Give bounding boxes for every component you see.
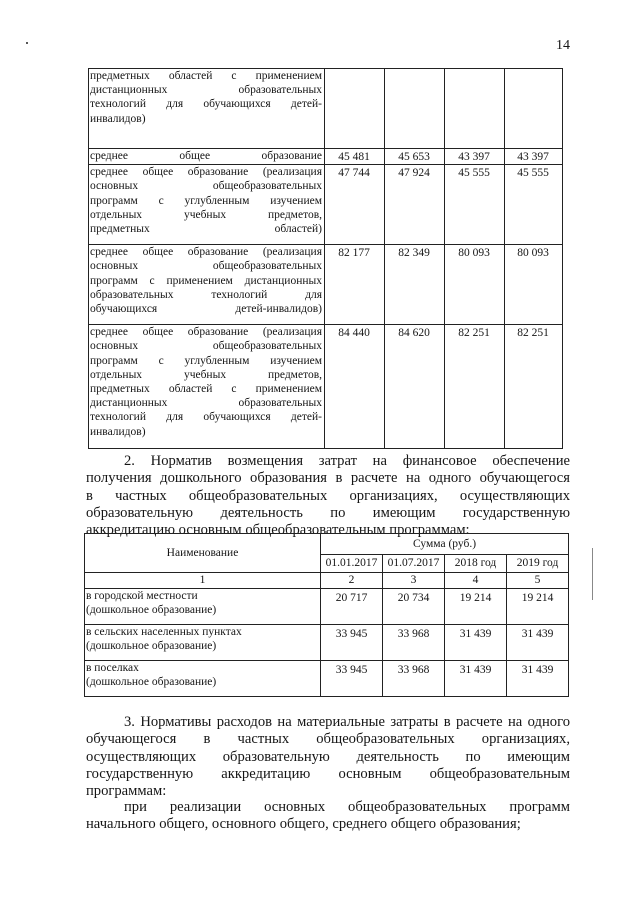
paragraph-3-item (86, 799, 570, 834)
column-number: 1 (85, 573, 321, 589)
description-line: среднее общее образование (реализация (90, 166, 322, 179)
paragraph-line: аккредитацию основным общеобразовательным программам: (86, 522, 470, 539)
row-description (85, 625, 321, 661)
period-header: 2019 год (507, 555, 569, 573)
value-cell: 33 945 (321, 661, 383, 697)
description-line: обучающихся детей-инвалидов) (90, 303, 322, 316)
page-number: 14 (556, 38, 570, 53)
row-description (89, 149, 325, 165)
value-cell: 82 251 (505, 325, 563, 449)
value-cell: 47 744 (325, 165, 385, 245)
paragraph-line: государственную аккредитацию основным общеобразовательным (86, 765, 570, 782)
table-row (89, 165, 563, 245)
scan-speck (26, 42, 28, 44)
description-line: основных общеобразовательных (90, 260, 322, 273)
paragraph-line: при реализации основных общеобразовательных программ (124, 799, 570, 815)
column-number: 2 (321, 573, 383, 589)
description-line: технологий для обучающихся детей- (90, 411, 322, 424)
value-cell: 47 924 (385, 165, 445, 245)
period-header: 2018 год (445, 555, 507, 573)
paragraph-3 (86, 714, 570, 800)
value-cell: 82 251 (445, 325, 505, 449)
row-description (89, 165, 325, 245)
period-header: 01.01.2017 (321, 555, 383, 573)
value-cell: 33 968 (383, 625, 445, 661)
value-cell: 45 481 (325, 149, 385, 165)
description-line: технологий для обучающихся детей- (90, 98, 322, 111)
header-name: Наименование (85, 534, 321, 573)
paragraph-line: осуществляющих образовательную деятельность по имеющим (86, 748, 570, 765)
description-line: программ с углубленным изучением (90, 194, 322, 207)
column-number: 4 (445, 573, 507, 589)
description-line: (дошкольное образование) (86, 676, 217, 689)
value-cell: 80 093 (505, 245, 563, 325)
value-cell (325, 69, 385, 149)
value-cell: 19 214 (445, 589, 507, 625)
value-cell: 31 439 (507, 661, 569, 697)
value-cell: 45 555 (445, 165, 505, 245)
table-row (89, 149, 563, 165)
paragraph-line: в частных общеобразовательных организациях, осуществляющих (86, 487, 570, 504)
description-line: отдельных учебных предметов, (90, 208, 322, 221)
table-row (85, 625, 569, 661)
value-cell: 31 439 (445, 661, 507, 697)
description-line: в сельских населенных пунктах (86, 626, 242, 638)
row-description (89, 245, 325, 325)
period-header: 01.07.2017 (383, 555, 445, 573)
description-line: (дошкольное образование) (86, 604, 217, 617)
paragraph-line: 3. Нормативы расходов на материальные затраты в расчете на одного (124, 714, 570, 730)
value-cell: 43 397 (445, 149, 505, 165)
row-description (85, 661, 321, 697)
description-line: инвалидов) (90, 112, 146, 125)
preschool-cost-table (84, 533, 569, 697)
table-row (89, 325, 563, 449)
value-cell: 31 439 (507, 625, 569, 661)
paragraph-line: обучающегося в частных общеобразовательных организациях, (86, 731, 570, 748)
column-number: 5 (507, 573, 569, 589)
description-line: среднее общее образование (90, 150, 322, 162)
value-cell: 33 945 (321, 625, 383, 661)
value-cell: 82 177 (325, 245, 385, 325)
value-cell (445, 69, 505, 149)
value-cell: 20 734 (383, 589, 445, 625)
paragraph-line: 2. Норматив возмещения затрат на финансовое обеспечение (124, 453, 570, 469)
value-cell: 82 349 (385, 245, 445, 325)
paragraph-line: программам: (86, 783, 167, 800)
paragraph-2 (86, 453, 570, 539)
description-line: в поселках (86, 662, 139, 674)
description-line: программ с применением дистанционных (90, 274, 322, 287)
description-line: основных общеобразовательных (90, 340, 322, 353)
row-description (89, 325, 325, 449)
paragraph-line: получения дошкольного образования в расчете на одного обучающегося (86, 470, 570, 487)
value-cell: 84 620 (385, 325, 445, 449)
paragraph-line: образовательную деятельность по имеющим государственную (86, 504, 570, 521)
value-cell: 84 440 (325, 325, 385, 449)
value-cell (505, 69, 563, 149)
description-line: образовательных технологий для (90, 288, 322, 301)
value-cell: 43 397 (505, 149, 563, 165)
paragraph-line: начального общего, основного общего, среднего общего образования; (86, 816, 521, 833)
description-line: отдельных учебных предметов, (90, 368, 322, 381)
description-line: предметных областей с применением (90, 70, 322, 82)
description-line: в городской местности (86, 590, 198, 602)
table-row (89, 245, 563, 325)
description-line: среднее общее образование (реализация (90, 326, 322, 339)
standards-table-continued (88, 68, 563, 449)
description-line: дистанционных образовательных (90, 84, 322, 97)
value-cell: 33 968 (383, 661, 445, 697)
description-line: дистанционных образовательных (90, 397, 322, 410)
table-row (85, 589, 569, 625)
column-number: 3 (383, 573, 445, 589)
scan-mark (592, 548, 593, 600)
description-line: среднее общее образование (реализация (90, 246, 322, 259)
table-row (85, 661, 569, 697)
value-cell (385, 69, 445, 149)
value-cell: 31 439 (445, 625, 507, 661)
description-line: программ с углубленным изучением (90, 354, 322, 367)
description-line: основных общеобразовательных (90, 180, 322, 193)
description-line: предметных областей с применением (90, 383, 322, 396)
value-cell: 45 653 (385, 149, 445, 165)
value-cell: 20 717 (321, 589, 383, 625)
value-cell: 19 214 (507, 589, 569, 625)
description-line: инвалидов) (90, 425, 146, 438)
header-sum: Сумма (руб.) (321, 534, 569, 555)
row-description (89, 69, 325, 149)
table-row (89, 69, 563, 149)
value-cell: 80 093 (445, 245, 505, 325)
row-description (85, 589, 321, 625)
value-cell: 45 555 (505, 165, 563, 245)
description-line: (дошкольное образование) (86, 640, 217, 653)
description-line: предметных областей) (90, 223, 322, 236)
